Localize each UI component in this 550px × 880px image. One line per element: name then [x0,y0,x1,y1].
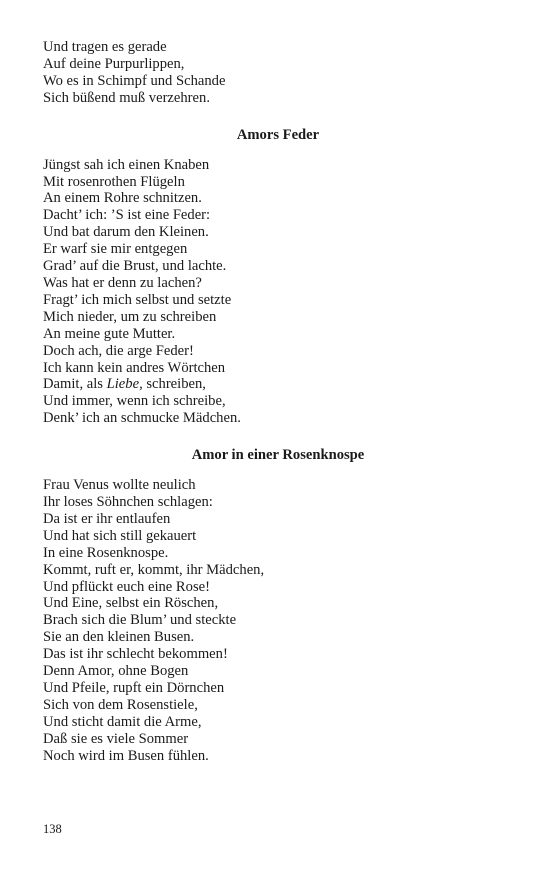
poem-line: Und tragen es gerade [43,39,167,55]
italic-word: Liebe, [106,376,143,393]
poem-title-amors-feder: Amors Feder [236,126,320,143]
page-number: 138 [43,822,62,836]
line-text: Damit, als [43,376,107,393]
poem-title-amor-in-einer-rosenknospe: Amor in einer Rosenknospe [191,447,365,464]
poem-line: Frau Venus wollte neulich [43,477,196,494]
poem-line: Ihr loses Söhnchen schlagen: [43,494,213,511]
poem-line: Noch wird im Busen fühlen. [43,747,209,764]
poem-line: Und sticht damit die Arme, [43,713,202,730]
poem-line: Ich kann kein andres Wörtchen [43,359,226,376]
poem-line: Und bat darum den Kleinen. [43,224,209,241]
poem-amor-in-einer-rosenknospe [43,477,513,764]
poem-line: In eine Rosenknospe. [43,544,169,561]
poem-line: Denk’ ich an schmucke Mädchen. [43,410,241,427]
poem-continuation [43,39,513,107]
poem-line [43,376,513,393]
poem-line: Sie an den kleinen Busen. [43,629,195,646]
poem-line: Er warf sie mir entgegen [43,241,188,258]
poem-line: An meine gute Mutter. [43,325,176,342]
poem-line: Und pflückt euch eine Rose! [43,578,210,595]
poem-line: Und Pfeile, rupft ein Dörnchen [43,680,225,696]
poem-line: Kommt, ruft er, kommt, ihr Mädchen, [43,561,265,578]
poem-line: Doch ach, die arge Feder! [43,342,194,359]
poem-line: Mit rosenrothen Flügeln [43,173,185,190]
poem-line: Was hat er denn zu lachen? [43,274,202,291]
poem-line: Fragt’ ich mich selbst und setzte [43,291,232,308]
poem-amors-feder [43,157,513,428]
poem-line: Auf deine Purpurlippen, [43,55,185,72]
poem-line: Brach sich die Blum’ und steckte [43,612,237,629]
line-text: schreiben, [142,376,206,393]
poem-line: Denn Amor, ohne Bogen [43,663,189,680]
poem-line: An einem Rohre schnitzen. [43,190,202,207]
poem-line: Da ist er ihr entlaufen [43,510,171,527]
poem-line: Daß sie es viele Sommer [43,730,189,747]
book-page [43,39,513,765]
poem-line: Sich von dem Rosenstiele, [43,696,198,713]
poem-line: Grad’ auf die Brust, und lachte. [43,258,227,275]
poem-line: Und Eine, selbst ein Röschen, [43,595,219,612]
poem-line: Sich büßend muß verzehren. [43,89,210,106]
poem-line: Dacht’ ich: ’S ist eine Feder: [43,207,211,224]
poem-line: Und hat sich still gekauert [43,527,197,544]
poem-line: Mich nieder, um zu schreiben [43,308,217,325]
poem-line: Und immer, wenn ich schreibe, [43,393,226,410]
poem-line: Wo es in Schimpf und Schande [43,72,226,89]
poem-line: Jüngst sah ich einen Knaben [43,156,210,173]
poem-line: Das ist ihr schlecht bekommen! [43,646,228,663]
